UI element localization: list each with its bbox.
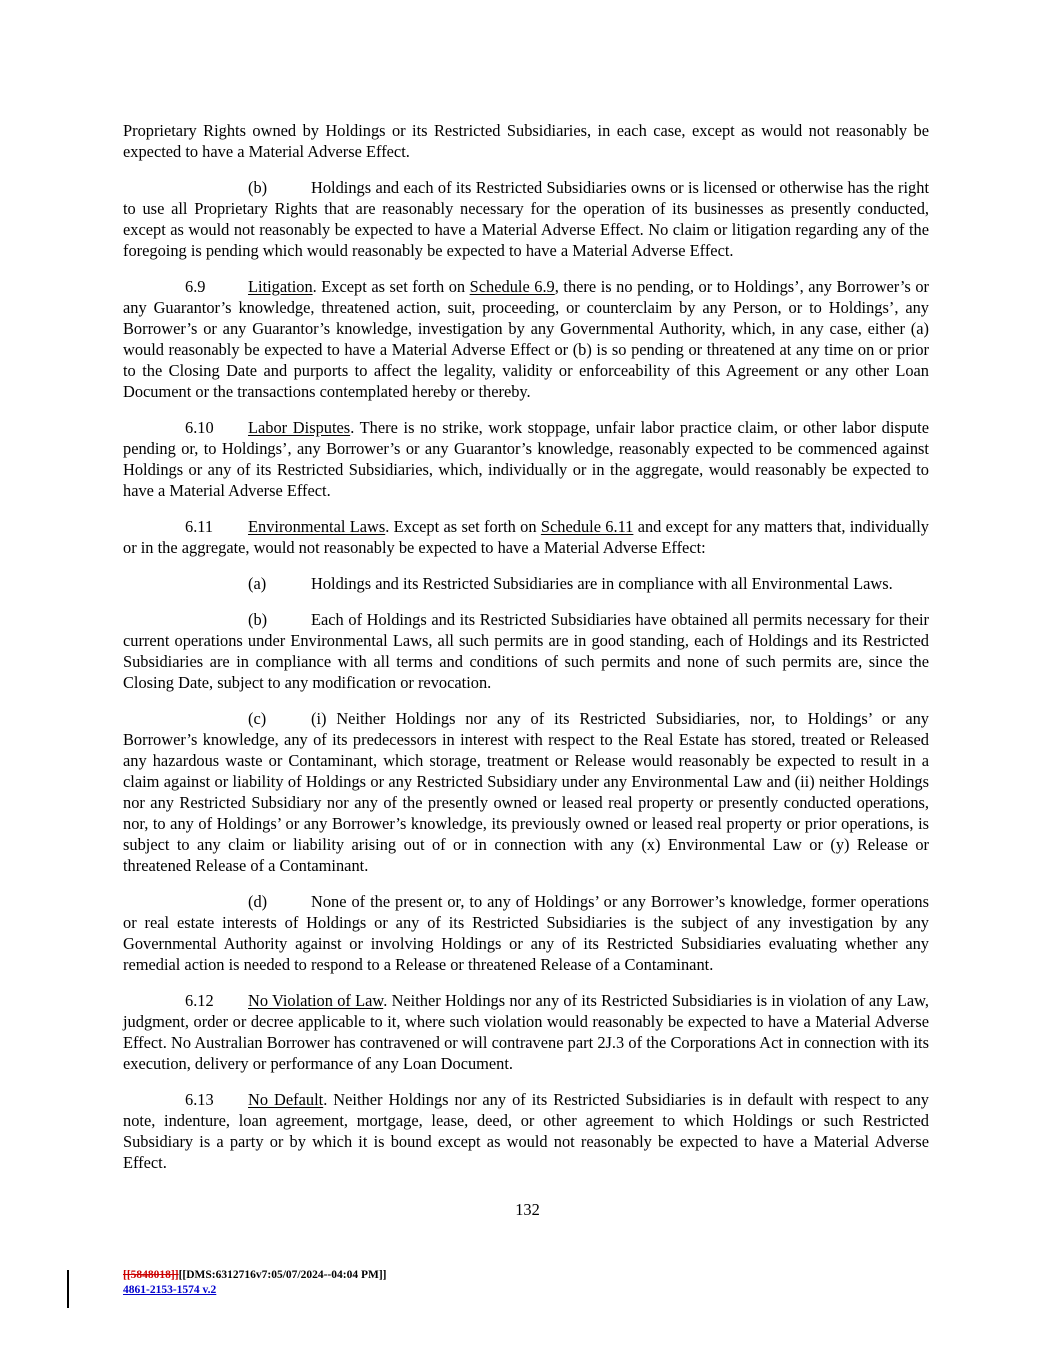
underlined-text-run: Litigation: [248, 277, 313, 296]
paragraph: [123, 516, 929, 558]
document-body: [123, 120, 929, 1188]
text-run: . Neither Holdings nor any of its Restricted Subsidiaries is in default with respect to any note, indenture, loan agreement, mortgage, lease, deed, or other agreement to which Holdings or such Restricted Subsidiary is a party or by which it is bound except as would not reasonably be expected to have a Material Adverse Effect.: [123, 1090, 929, 1172]
page-number: 132: [515, 1200, 540, 1219]
text-run: . There is no strike, work stoppage, unfair labor practice claim, or other labor dispute pending or, to Holdings’, any Borrower’s or any Guarantor’s knowledge, reasonably expected to be commenced against Holdings or any of its Restricted Subsidiaries, which, individually or in the aggregate, would reasonably be expected to have a Material Adverse Effect.: [123, 418, 929, 500]
paragraph: [123, 573, 929, 594]
text-run: Holdings and its Restricted Subsidiaries are in compliance with all Environmental Laws.: [311, 574, 893, 593]
underlined-text-run: No Default: [248, 1090, 324, 1109]
list-label: (b): [248, 178, 268, 197]
paragraph: [123, 177, 929, 261]
text-run: Holdings and each of its Restricted Subsidiaries owns or is licensed or otherwise has the right to use all Proprietary Rights that are reasonably necessary for the operation of its businesses as presently conducted, except as would not reasonably be expected to have a Material Adverse Effect. No claim or litigation regarding any of the foregoing is pending which would reasonably be expected to have a Material Adverse Effect.: [123, 178, 929, 260]
underlined-text-run: Environmental Laws: [248, 517, 386, 536]
text-run: Proprietary Rights owned by Holdings or its Restricted Subsidiaries, in each case, except as would not reasonably be expected to have a Material Adverse Effect.: [123, 121, 929, 161]
paragraph: [123, 609, 929, 693]
paragraph: [123, 120, 929, 162]
underlined-text-run: No Violation of Law: [248, 991, 384, 1010]
underlined-text-run: Schedule 6.11: [540, 517, 634, 536]
paragraph: [123, 417, 929, 501]
footer-struck-id: [[5848018]]: [123, 1269, 179, 1281]
section-number: 6.9: [185, 277, 206, 296]
text-run: , there is no pending, or to Holdings’, any Borrower’s or any Guarantor’s knowledge, threatened action, suit, proceeding, or counterclaim by any Person, or to Holdings’, any Borrower’s or any Guarantor’s knowledge, investigation by any Governmental Authority, which, in any case, either (a) would reasonably be expected to have a Material Adverse Effect or (b) is so pending or threatened at any time on or prior to the Closing Date and purports to affect the legality, validity or enforceability of this Agreement or any other Loan Document or the transactions contemplated hereby or thereby.: [123, 277, 930, 401]
paragraph: [123, 1089, 929, 1173]
text-run: . Except as set forth on: [385, 517, 541, 536]
text-run: None of the present or, to any of Holdings’ or any Borrower’s knowledge, former operations or real estate interests of Holdings or any of its Restricted Subsidiaries is the subject of any investigation by any Governmental Authority against or involving Holdings or any of its Restricted Subsidiaries evaluating whether any remedial action is needed to respond to a Release or threatened Release of a Contaminant.: [123, 892, 929, 974]
paragraph: [123, 708, 929, 876]
list-label: (a): [248, 574, 267, 593]
footer: [123, 1268, 387, 1298]
text-run: (i) Neither Holdings nor any of its Restricted Subsidiaries, nor, to Holdings’ or any Borrower’s knowledge, any of its predecessors in interest with respect to the Real Estate has stored, treated or Released any hazardous waste or Contaminant, which storage, treatment or Release would reasonably be expected to result in a claim against or liability of Holdings or any Restricted Subsidiary under any Environmental Law and (ii) neither Holdings nor any Restricted Subsidiary nor any of the presently owned or leased real property or presently conducted operations, nor, to any of Holdings’ or any Borrower’s knowledge, its previously owned or leased real property or prior operations, is subject to any claim or liability arising out of or in connection with any (x) Environmental Law or (y) Release or threatened Release of a Contaminant.: [123, 709, 929, 875]
section-number: 6.10: [185, 418, 214, 437]
text-run: . Except as set forth on: [312, 277, 470, 296]
underlined-text-run: Schedule 6.9: [469, 277, 555, 296]
text-run: and except for any matters that, individually or in the aggregate, would not reasonably be expected to have a Material Adverse Effect:: [123, 517, 929, 557]
list-label: (c): [248, 709, 267, 728]
paragraph: [123, 990, 929, 1074]
section-number: 6.12: [185, 991, 214, 1010]
underlined-text-run: Labor Disputes: [248, 418, 351, 437]
paragraph: [123, 276, 929, 402]
footer-doc-number: 4861-2153-1574 v.2: [123, 1284, 217, 1296]
text-run: Each of Holdings and its Restricted Subsidiaries have obtained all permits necessary for their current operations under Environmental Laws, all such permits are in good standing, each of Holdings and its Restricted Subsidiaries are in compliance with all terms and conditions of such permits and none of such permits are, since the Closing Date, subject to any modification or revocation.: [123, 610, 929, 692]
change-bar: [67, 1270, 69, 1308]
paragraph: [123, 891, 929, 975]
list-label: (b): [248, 610, 268, 629]
list-label: (d): [248, 892, 268, 911]
footer-doc-stamp: [123, 1268, 387, 1283]
text-run: . Neither Holdings nor any of its Restricted Subsidiaries is in violation of any Law, judgment, order or decree applicable to it, where such violation would reasonably be expected to have a Material Adverse Effect. No Australian Borrower has contravened or will contravene part 2J.3 of the Corporations Act in connection with its execution, delivery or performance of any Loan Document.: [123, 991, 930, 1073]
section-number: 6.13: [185, 1090, 214, 1109]
footer-dms-stamp: [[DMS:6312716v7:05/07/2024--04:04 PM]]: [178, 1269, 387, 1281]
section-number: 6.11: [185, 517, 214, 536]
